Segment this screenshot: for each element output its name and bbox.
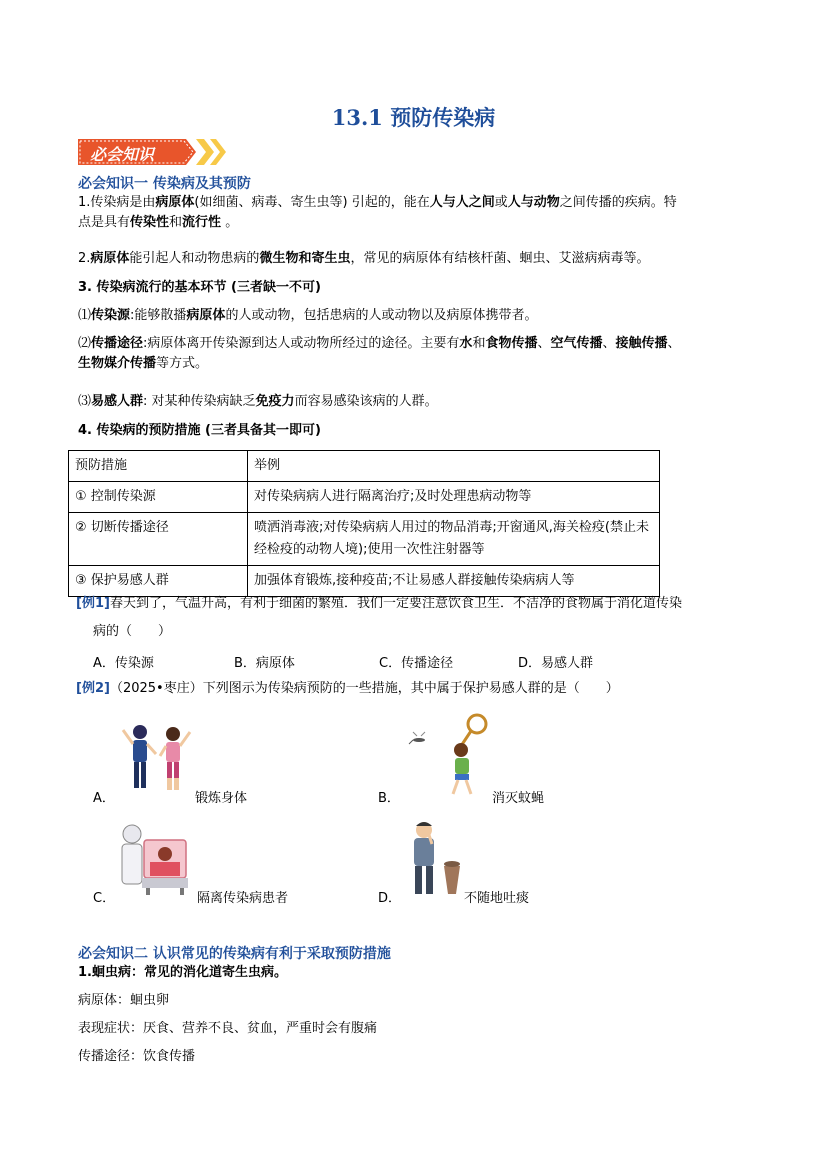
table-cell: 喷洒消毒液;对传染病病人用过的物品消毒;开窗通风,海关检疫(禁止未经检疫的动物人境);使用一次性注射器等 <box>248 513 660 566</box>
table-header-cell: 举例 <box>248 451 660 482</box>
example-1-option-d[interactable]: D．易感人群 <box>518 656 594 671</box>
paragraph-5: ⑵传播途径:病原体离开传染源到达人或动物所经过的途径。主要有水和食物传播、空气传播、接触传播、 生物媒介传播等方式。 <box>78 336 681 371</box>
example-1-tag: [例1] <box>76 596 110 611</box>
table-cell: 加强体育锻炼,接种疫苗;不让易感人群接触传染病病人等 <box>248 566 660 597</box>
section2-line-3: 传播途径：饮食传播 <box>78 1049 196 1064</box>
section2-heading: 必会知识二 认识常见的传染病有利于采取预防措施 <box>78 946 391 962</box>
example-2-tag: [例2] <box>76 681 110 696</box>
table-header-row <box>69 451 660 482</box>
table-cell: 对传染病病人进行隔离治疗;及时处理患病动物等 <box>248 482 660 513</box>
example-2-question: [例2]（2025•枣庄）下列图示为传染病预防的一些措施，其中属于保护易感人群的是（ ） <box>76 681 619 696</box>
example-1-option-a[interactable]: A．传染源 <box>93 656 154 671</box>
example-1-question-cont: 病的（ ） <box>93 624 172 639</box>
paragraph-2: 2.病原体能引起人和动物患病的微生物和寄生虫，常见的病原体有结核杆菌、蛔虫、艾滋病病毒等。 <box>78 251 650 266</box>
swat-mosquito-image <box>405 710 493 798</box>
example-2-option-c[interactable]: C． 隔离传染病患者 <box>93 891 289 906</box>
paragraph-1: 1.传染病是由病原体(如细菌、病毒、寄生虫等) 引起的，能在人与人之间或人与动物之间传播的疾病。特 点是具有传染性和流行性 。 <box>78 195 677 230</box>
section-badge <box>78 137 228 167</box>
table-cell: ② 切断传播途径 <box>69 513 248 566</box>
example-2-option-b[interactable]: B． 消灭蚊蝇 <box>378 791 545 806</box>
page-title: 13.1 预防传染病 <box>331 105 496 130</box>
table-header-cell: 预防措施 <box>69 451 248 482</box>
example-2-option-a[interactable]: A． 锻炼身体 <box>93 791 248 806</box>
exercise-kids-image <box>118 718 198 798</box>
table-cell: ① 控制传染源 <box>69 482 248 513</box>
paragraph-3: 3. 传染病流行的基本环节 (三者缺一不可) <box>78 280 321 295</box>
isolation-patient-image <box>118 820 190 896</box>
paragraph-6: ⑶易感人群: 对某种传染病缺乏免疫力而容易感染该病的人群。 <box>78 394 438 409</box>
prevention-table <box>68 450 660 597</box>
paragraph-7: 4. 传染病的预防措施 (三者具备其一即可) <box>78 423 321 438</box>
example-1-option-b[interactable]: B．病原体 <box>234 656 295 671</box>
badge-label: 必会知识 <box>90 145 155 164</box>
no-spitting-image <box>404 818 466 896</box>
example-1-option-c[interactable]: C．传播途径 <box>379 656 454 671</box>
table-row <box>69 482 660 513</box>
section2-sub1: 1.蛔虫病：常见的消化道寄生虫病。 <box>78 965 287 980</box>
example-1-question: [例1]春天到了，气温升高，有利于细菌的繁殖．我们一定要注意饮食卫生．不洁净的食物属于消化道传染 <box>76 596 682 611</box>
table-row <box>69 566 660 597</box>
table-row <box>69 513 660 566</box>
example-2-option-d[interactable]: D． 不随地吐痰 <box>378 891 530 906</box>
paragraph-4: ⑴传染源:能够散播病原体的人或动物，包括患病的人或动物以及病原体携带者。 <box>78 308 538 323</box>
table-cell: ③ 保护易感人群 <box>69 566 248 597</box>
section1-heading: 必会知识一 传染病及其预防 <box>78 176 251 192</box>
section2-line-2: 表现症状：厌食、营养不良、贫血，严重时会有腹痛 <box>78 1021 378 1036</box>
section2-line-1: 病原体：蛔虫卵 <box>78 993 170 1008</box>
